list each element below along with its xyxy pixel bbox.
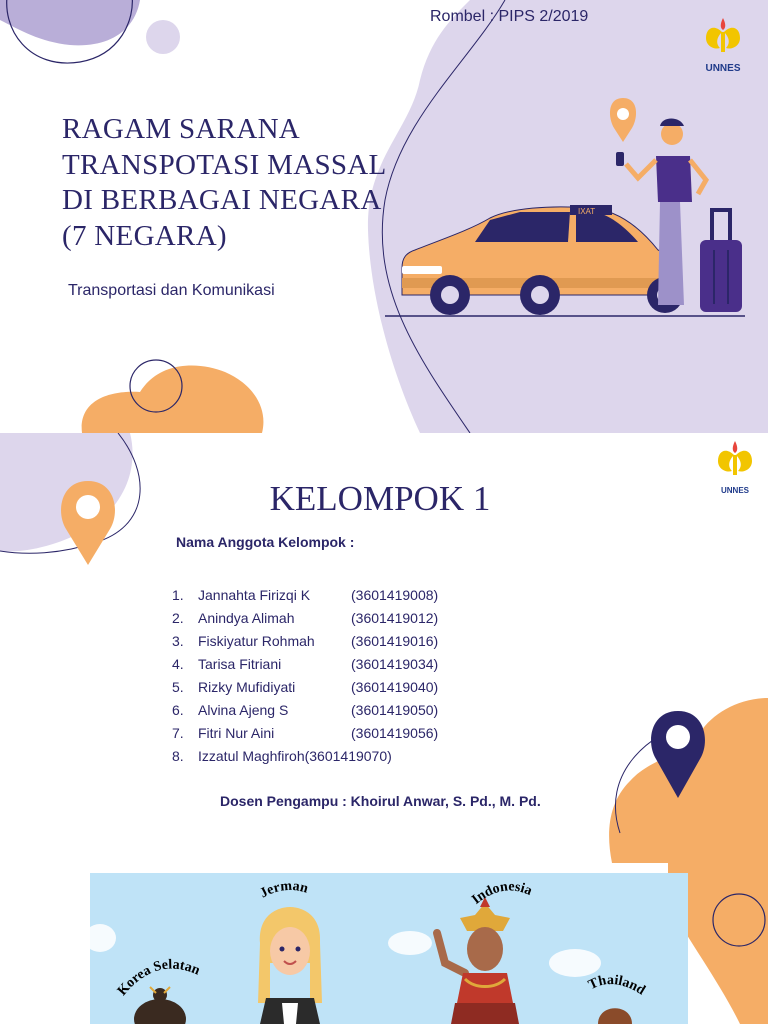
unnes-emblem-icon xyxy=(702,14,744,56)
member-name: Tarisa Fitriani xyxy=(198,656,282,672)
list-item xyxy=(172,722,438,745)
lecturer-label: Dosen Pengampu : Khoirul Anwar, S. Pd., M. Pd. xyxy=(220,793,541,809)
presentation-title xyxy=(62,112,402,254)
member-number: 4. xyxy=(172,656,184,672)
member-name: Fiskiyatur Rohmah xyxy=(198,633,315,649)
member-nim: (3601419050) xyxy=(351,702,439,718)
unnes-logo-text: UNNES xyxy=(720,486,749,495)
presentation-subtitle: Transportasi dan Komunikasi xyxy=(68,282,275,299)
list-item xyxy=(172,584,438,607)
member-nim: (3601419016) xyxy=(351,633,439,649)
list-item xyxy=(172,745,392,768)
member-nim: (3601419034) xyxy=(351,656,439,672)
taxi-sign-text: IXAT xyxy=(578,207,596,216)
title-line: (7 NEGARA) xyxy=(62,219,227,252)
unnes-logo-text: UNNES xyxy=(705,63,741,74)
member-nim: (3601419056) xyxy=(351,725,439,741)
suitcase-icon xyxy=(700,210,742,312)
country-label-thailand: Thailand xyxy=(586,972,648,999)
member-nim: (3601419008) xyxy=(351,587,439,603)
member-number: 8. xyxy=(172,748,184,764)
member-number: 3. xyxy=(172,633,184,649)
list-item xyxy=(172,607,438,630)
member-name: Rizky Mufidiyati xyxy=(198,679,296,695)
member-name: Izzatul Maghfiroh xyxy=(198,748,305,764)
taxi-car-icon xyxy=(402,205,683,315)
country-label-korea-selatan: Korea Selatan xyxy=(115,957,202,999)
country-label-indonesia: Indonesia xyxy=(469,879,535,908)
unnes-logo xyxy=(702,14,744,74)
taxi-illustration xyxy=(380,90,760,325)
list-item xyxy=(172,653,438,676)
member-number: 2. xyxy=(172,610,184,626)
member-nim: (3601419070) xyxy=(304,748,392,764)
rombel-label: Rombel : PIPS 2/2019 xyxy=(430,8,589,25)
title-line: DI BERBAGAI NEGARA xyxy=(62,184,382,216)
member-number: 5. xyxy=(172,679,184,695)
country-labels xyxy=(0,863,768,1024)
member-number: 6. xyxy=(172,702,184,718)
member-name: Fitri Nur Aini xyxy=(198,725,275,741)
member-number: 7. xyxy=(172,725,184,741)
group-title: KELOMPOK 1 xyxy=(269,479,491,518)
list-item xyxy=(172,676,438,699)
country-label-jerman: Jerman xyxy=(257,878,310,902)
list-item xyxy=(172,699,438,722)
member-name: Anindya Alimah xyxy=(198,610,295,626)
title-line: RAGAM SARANA xyxy=(62,113,301,145)
unnes-emblem-icon xyxy=(714,437,756,479)
member-number: 1. xyxy=(172,587,184,603)
location-pin-icon xyxy=(610,98,636,142)
member-nim: (3601419012) xyxy=(351,610,439,626)
member-nim: (3601419040) xyxy=(351,679,439,695)
list-item xyxy=(172,630,438,653)
members-heading: Nama Anggota Kelompok : xyxy=(176,534,355,550)
title-line: TRANSPOTASI MASSAL xyxy=(62,148,387,181)
member-name: Alvina Ajeng S xyxy=(198,702,289,718)
slide-countries xyxy=(0,863,768,1024)
slide-title xyxy=(0,0,768,433)
member-name: Jannahta Firizqi K xyxy=(198,587,311,603)
slide-group-members xyxy=(0,433,768,863)
